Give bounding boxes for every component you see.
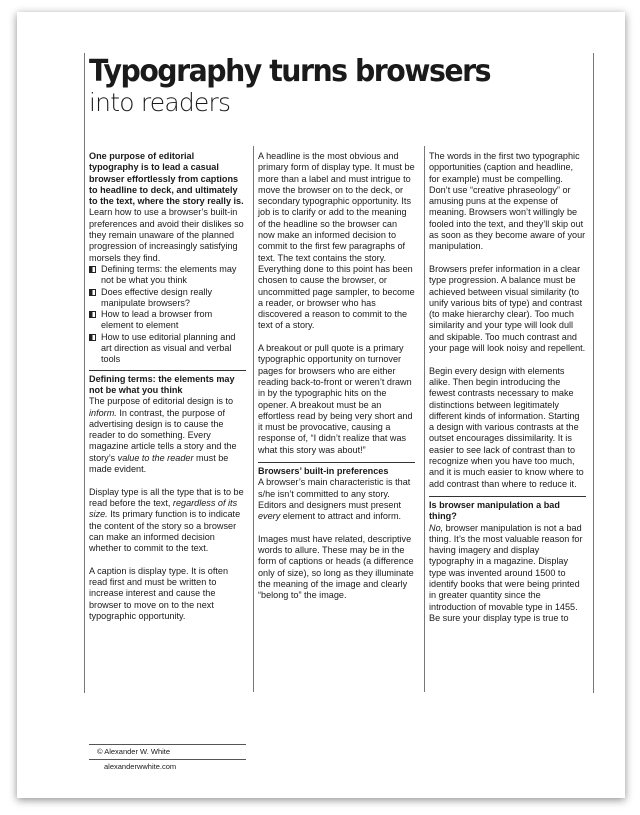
headline-deck: into readers xyxy=(89,88,231,117)
article-title xyxy=(89,55,520,117)
list-item: How to lead a browser from element to element xyxy=(89,309,246,332)
paragraph: Begin every design with elements alike. Then begin introducing the fewest contrasts necessary to make distinctions between legitimately different kinds of information. Starting a design with various contrasts at the outset encourages dissimilarity. It is easier to see lack of contrast than to recognize when you have too much, and it is much easier to know where to add contrast than where to reduce it. xyxy=(429,365,584,489)
right-column-rule xyxy=(593,53,594,693)
column-3 xyxy=(429,151,586,635)
paragraph: The words in the first two typographic opportunities (caption and headline, for example) must be compelling. Don’t use “creative phraseology” or amusing puns at the expense of meaning. Browsers won’t willingly be fooled into the text, and they’ll skip out as soon as they become aware of your manipulation. xyxy=(429,151,586,252)
footer-url: alexanderwwhite.com xyxy=(89,759,246,772)
intro-body: Learn how to use a browser’s built-in preferences and avoid their dislikes so they remain unaware of the planned progression of increasingly satisfying morsels they find. xyxy=(89,207,244,263)
list-item: Does effective design really manipulate browsers? xyxy=(89,287,246,310)
intro-section xyxy=(89,207,246,370)
paragraph: No, browser manipulation is not a bad thing. It’s the most valuable reason for having imagery and display typography in a magazine. Display type was invented around 1500 to identify books that were being printed in greater quantity since the introduction of movable type in 1455. Be sure your display type is true to xyxy=(429,522,583,623)
paragraph: A breakout or pull quote is a primary typographic opportunity on turnover pages for browsers who are either reading back-to-front or weren’t drawn in by the typographic hits on the opener. A breakout must be an effortless read by being very short and it must be provocative, causing a response of, “I didn’t realize that was what this story was about!” xyxy=(258,343,413,455)
list-item: Defining terms: the elements may not be what you think xyxy=(89,264,246,287)
section-heading-defining-terms: Defining terms: the elements may not be what you think xyxy=(89,373,235,395)
paragraph: The purpose of editorial design is to inform. In contrast, the purpose of advertising design is to cause the reader to do something. Every magazine article tells a story and the story’s value to the reader must be made evident. xyxy=(89,396,237,475)
column-1 xyxy=(89,151,246,633)
half-square-bullet-icon xyxy=(89,311,96,318)
paragraph: A browser’s main characteristic is that s/he isn’t committed to any story. Editors and designers must present every element to attract and inform. xyxy=(258,477,411,522)
paragraph: Display type is all the type that is to be read before the text, regardless of its size. Its primary function is to indicate the content of the story so a browser can make an informed decision whether to commit to the text. xyxy=(89,486,244,554)
paragraph: A headline is the most obvious and primary form of display type. It must be more than a label and must intrigue to move the browser on to the deck, or secondary typographic opportunity. Its job is to clarify or add to the meaning of the headline so the browser can now make an informed decision to commit to the first few paragraphs of text. The text contains the story. Everything done to this point has been chosen to cause the browser, or uncommitted page sampler, to become a reader, or browser who has discovered a reason to commit to the text of a story. xyxy=(258,151,415,331)
section-heading-manipulation: Is browser manipulation a bad thing? xyxy=(429,496,586,523)
intro-heading: One purpose of editorial typography is to lead a casual browser effortlessly from captions to headline to deck, and ultimately to the text, where the story really is. xyxy=(89,151,244,207)
paragraph: A caption is display type. It is often read first and must be written to increase interest and cause the browser to move on to the next typographic opportunity. xyxy=(89,565,229,621)
paragraph: Browsers prefer information in a clear type progression. A balance must be achieved between visual similarity (to unify various bits of type) and contrast (to make hierarchy clear). Too much similarity and your type will look dull and skipable. Too much contrast and your page will look noisy and repellent. xyxy=(429,263,586,354)
copyright: © Alexander W. White xyxy=(97,747,171,756)
half-square-bullet-icon xyxy=(89,266,96,273)
left-column-rule xyxy=(84,53,85,693)
page-footer xyxy=(89,744,246,772)
half-square-bullet-icon xyxy=(89,289,96,296)
list-item: How to use editorial planning and art direction as visual and verbal tools xyxy=(89,332,246,366)
column-2 xyxy=(258,151,415,613)
paragraph: Images must have related, descriptive words to allure. These may be in the form of captions or heads (a difference only of size), so long as they illuminate the meaning of the image and clearly “belong to” the image. xyxy=(258,533,414,601)
topic-list xyxy=(89,264,246,366)
section-heading-preferences: Browsers’ built-in preferences xyxy=(258,462,415,477)
half-square-bullet-icon xyxy=(89,334,96,341)
column-rule-2 xyxy=(424,146,425,692)
column-rule-1 xyxy=(253,146,254,692)
headline: Typography turns browsers xyxy=(89,54,491,89)
